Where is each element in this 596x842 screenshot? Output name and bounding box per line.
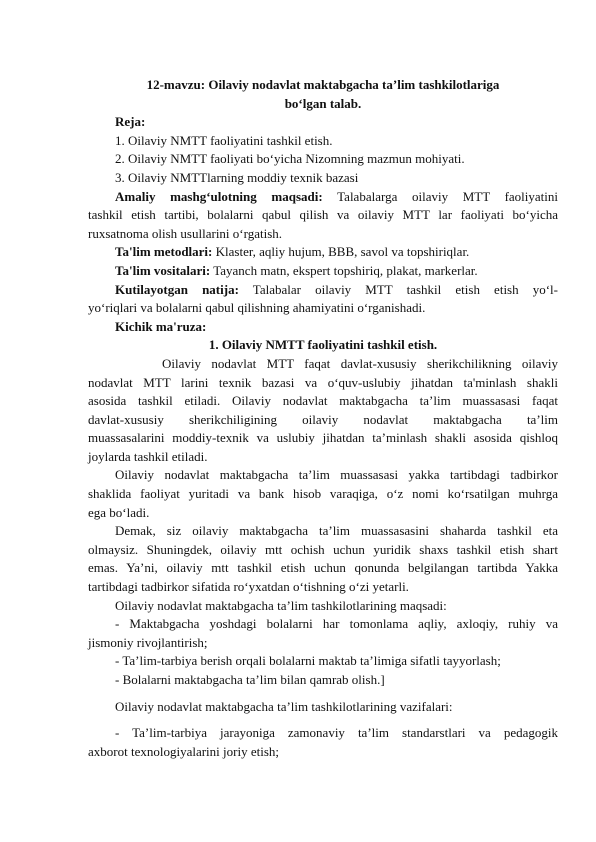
spacer	[88, 716, 558, 724]
p1-line-2: nodavlat MTT larini texnik bazasi va o‘quv-uslubiy jihatdan ta'minlash shakli	[88, 374, 558, 390]
goal-1-line-1: - Maktabgacha yoshdagi bolalarni har tomonlama aqliy, axloqiy, ruhiy va	[115, 616, 558, 632]
vositalar-label: Ta'lim vositalari:	[115, 262, 211, 278]
task-1-line-1: - Ta’lim-tarbiya jarayoniga zamonaviy ta’lim standarstlari va pedagogik	[115, 725, 558, 741]
p3-line-2: olmaysiz. Shuningdek, oilaviy mtt ochish uchun yuridik shaxs tashkil etish shart	[88, 541, 558, 557]
natija-line-2: yo‘riqlari va bolalarni qabul qilishning ahamiyatini o‘rganishadi.	[88, 300, 426, 316]
vositalar-text: Tayanch matn, ekspert topshiriq, plakat, markerlar.	[213, 262, 478, 278]
p3-line-4: tartibdagi tadbirkor sifatida ro‘yxatdan o‘tishning o‘zi yetarli.	[88, 579, 409, 595]
p3-line-3: emas. Ya’ni, oilaviy mtt tashkil etish uchun qonunda belgilangan tartibda Yakka	[88, 560, 558, 576]
document-page	[88, 76, 558, 761]
section-title: 1. Oilaviy NMTT faoliyatini tashkil etish.	[208, 337, 438, 353]
reja-item-3: 3. Oilaviy NMTTlarning moddiy texnik bazasi	[115, 169, 359, 185]
goal-2: - Ta’lim-tarbiya berish orqali bolalarni maktab ta’limiga sifatli tayyorlash;	[115, 653, 501, 669]
maqsad-label: Amaliy mashg‘ulotning maqsadi:	[115, 188, 323, 204]
goal-3: - Bolalarni maktabgacha ta’lim bilan qamrab olish.]	[115, 672, 385, 687]
natija-label: Kutilayotgan natija:	[115, 281, 239, 297]
maqsad-line-1	[88, 188, 558, 207]
spacer	[88, 690, 558, 698]
p2-line-3: ega bo‘ladi.	[88, 504, 150, 520]
maqsad-text-1: Talabalarga oilaviy MTT faoliyatini	[337, 188, 558, 204]
reja-heading: Reja:	[115, 114, 146, 130]
reja-item-2: 2. Oilaviy NMTT faoliyati bo‘yicha Nizomning mazmun mohiyati.	[115, 151, 465, 167]
document-title-line-2: bo‘lgan talab.	[284, 95, 362, 111]
maqsad-line-2: tashkil etish tartibi, bolalarni qabul qilish va oilaviy MTT lar faoliyati bo‘yicha	[88, 207, 558, 223]
p1-line-3: asosida tashkil etiladi. Oilaviy nodavlat maktabgacha ta’lim muassasasi faqat	[88, 393, 558, 409]
natija-line-1	[88, 281, 558, 300]
natija-text-1: Talabalar oilaviy MTT tashkil etish etish yo‘l-	[252, 281, 558, 297]
goal-1-line-2: jismoniy rivojlantirish;	[88, 634, 208, 650]
metodlar-label: Ta'lim metodlari:	[115, 244, 213, 260]
p1-line-1: Oilaviy nodavlat MTT faqat davlat-xususiy sherikchilikning oilaviy	[162, 355, 558, 371]
metodlar-text: Klaster, aqliy hujum, BBB, savol va topshiriqlar.	[215, 244, 470, 260]
p3-line-1: Demak, siz oilaviy maktabgacha ta’lim muassasasini shaharda tashkil eta	[115, 523, 558, 539]
task-1-line-2: axborot texnologiyalarini joriy etish;	[88, 743, 279, 759]
p1-line-6: joylarda tashkil etiladi.	[88, 448, 208, 464]
maqsad-line-3: ruxsatnoma olish usullarini o‘rgatish.	[88, 225, 283, 241]
p2-line-1: Oilaviy nodavlat maktabgacha ta’lim muassasasi yakka tartibdagi tadbirkor	[115, 467, 558, 483]
metodlar-line	[88, 243, 558, 262]
reja-item-1: 1. Oilaviy NMTT faoliyatini tashkil etish.	[115, 132, 333, 148]
p1-line-5: muassasalarini moddiy-texnik va uslubiy jihatdan ta’minlash shakli asosida qishloq	[88, 430, 558, 446]
p1-line-4: davlat-xususiy sherikchiligining oilaviy nodavlat maktabgacha ta’lim	[88, 411, 558, 427]
p2-line-2: shaklida faoliyat yuritadi va bank hisob varaqiga, o‘z nomi ko‘rsatilgan muhrga	[88, 486, 558, 502]
tasks-heading: Oilaviy nodavlat maktabgacha ta’lim tashkilotlarining vazifalari:	[115, 698, 453, 714]
document-title-line-1: 12-mavzu: Oilaviy nodavlat maktabgacha ta’lim tashkilotlariga	[146, 77, 500, 92]
maruza-heading: Kichik ma'ruza:	[115, 318, 207, 334]
vositalar-line	[88, 262, 558, 281]
goals-heading: Oilaviy nodavlat maktabgacha ta’lim tashkilotlarining maqsadi:	[115, 597, 447, 613]
